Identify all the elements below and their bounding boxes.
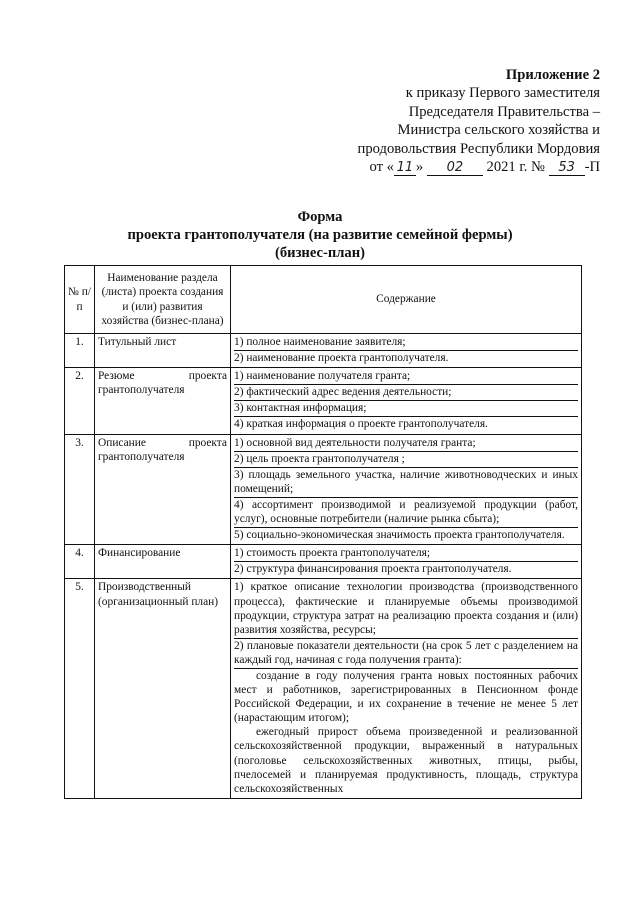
content-item: 3) контактная информация;	[234, 401, 578, 417]
content-item: 4) краткая информация о проекте грантополучателя.	[234, 418, 488, 431]
table-row	[65, 434, 582, 545]
row-num: 4.	[65, 545, 95, 579]
content-item: 1) краткое описание технологии производства (производственного процесса), фактические и планируемые объемы производимой продукции, структура затрат на реализацию проекта создания и (или) развития хозяйства, ресурсы;	[234, 580, 578, 638]
row-num: 1.	[65, 334, 95, 368]
content-item: 3) площадь земельного участка, наличие животноводческих и иных помещений;	[234, 468, 578, 498]
content-item: 1) наименование получателя гранта;	[234, 369, 578, 385]
heading-line-1: Форма	[297, 209, 343, 225]
row-section: Производственный (организационный план)	[95, 579, 231, 798]
appendix-line: продовольствия Республики Мордовия	[357, 140, 600, 157]
row-num: 2.	[65, 368, 95, 434]
content-item: 2) фактический адрес ведения деятельности;	[234, 385, 578, 401]
row-content	[231, 579, 582, 798]
header-content: Содержание	[231, 266, 582, 334]
heading-line-2: проекта грантополучателя (на развитие семейной фермы)	[127, 227, 513, 243]
table-row	[65, 579, 582, 798]
row-num: 3.	[65, 434, 95, 545]
handwritten-order-number: 53	[549, 161, 585, 176]
header-section: Наименование раздела (листа) проекта создания и (или) развития хозяйства (бизнес-плана)	[95, 266, 231, 334]
appendix-line: Министра сельского хозяйства и	[397, 122, 600, 139]
content-item: 5) социально-экономическая значимость проекта грантополучателя.	[234, 529, 565, 542]
row-section: Описание проекта грантополучателя	[95, 434, 231, 545]
content-item: 2) плановые показатели деятельности (на срок 5 лет с разделением на каждый год, начиная с года получения гранта):	[234, 639, 578, 669]
handwritten-day: 11	[394, 161, 416, 176]
heading-line-3: (бизнес-план)	[275, 245, 365, 261]
appendix-title: Приложение 2	[505, 67, 600, 83]
row-content	[231, 545, 582, 579]
table-header-row	[65, 266, 582, 334]
content-item: 2) наименование проекта грантополучателя.	[234, 352, 449, 365]
appendix-line: к приказу Первого заместителя	[405, 85, 600, 102]
date-prefix: от «	[369, 159, 394, 176]
content-item: 4) ассортимент производимой и реализуемой продукции (работ, услуг), основные потребители (наличие рынка сбыта);	[234, 498, 578, 528]
content-item: 1) полное наименование заявителя;	[234, 335, 578, 351]
row-section: Финансирование	[95, 545, 231, 579]
row-content	[231, 434, 582, 545]
row-section: Резюме проекта грантополучателя	[95, 368, 231, 434]
table-row	[65, 334, 582, 368]
appendix-line: Председателя Правительства –	[408, 103, 600, 120]
content-paragraph: ежегодный прирост объема произведенной и реализованной сельскохозяйственной продукции, выраженный в натуральных (поголовье сельскохозяйственных животных, птицы, рыбы, пчелосемей и планируемая продуктивность, площадь, структура сельскохозяйственных	[234, 726, 578, 795]
date-sep: »	[415, 159, 424, 176]
content-item: 1) стоимость проекта грантополучателя;	[234, 546, 578, 562]
date-year: 2021 г. №	[486, 159, 545, 176]
order-suffix: -П	[584, 159, 600, 176]
handwritten-month: 02	[427, 161, 483, 176]
content-item: 2) структура финансирования проекта грантополучателя.	[234, 563, 512, 576]
table-row	[65, 545, 582, 579]
table-row	[65, 368, 582, 434]
row-content	[231, 368, 582, 434]
header-num: № п/п	[65, 266, 95, 334]
row-content	[231, 334, 582, 368]
content-item: 1) основной вид деятельности получателя гранта;	[234, 436, 578, 452]
business-plan-table	[64, 265, 582, 799]
content-paragraph: создание в году получения гранта новых постоянных рабочих мест и работников, зарегистрированных в Пенсионном фонде Российской Федерации, и их сохранение в течение не менее 5 лет (нарастающим итогом);	[234, 669, 578, 725]
row-section: Титульный лист	[95, 334, 231, 368]
content-item: 2) цель проекта грантополучателя ;	[234, 452, 578, 468]
row-num: 5.	[65, 579, 95, 798]
